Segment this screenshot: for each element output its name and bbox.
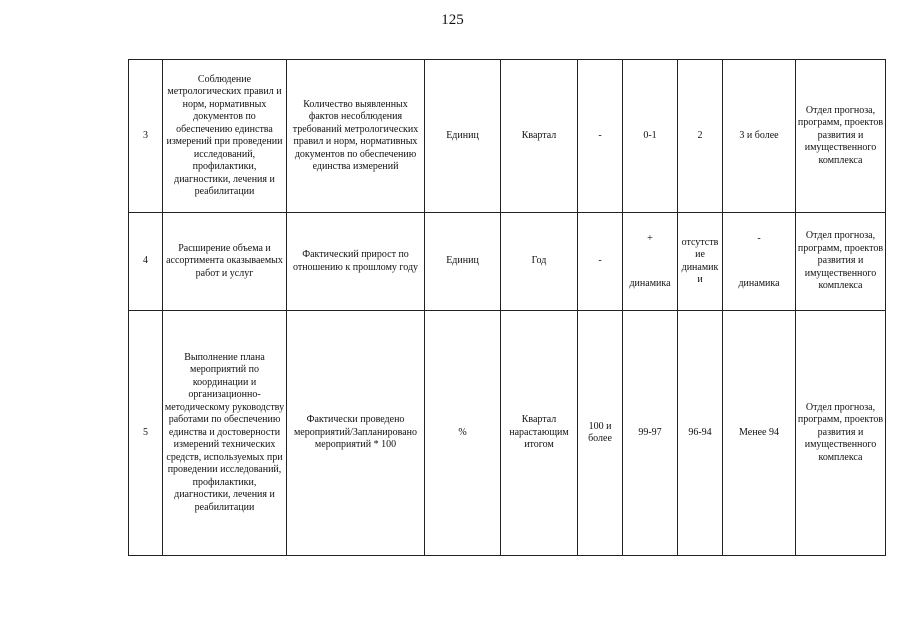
row-number: 3 (129, 60, 163, 213)
value-top: + (647, 232, 653, 244)
value-cell: Менее 94 (723, 311, 796, 556)
value-cell: 100 и более (578, 311, 623, 556)
period-cell: Год (501, 213, 578, 311)
measure-name: Выполнение плана мероприятий по координации и организационно-методическому руководству работами по обеспечению единства и достоверности измерений технических средств, используемых при проведении исследований, профилактики, диагностики, лечения и реабилитации (163, 311, 287, 556)
responsible-dept: Отдел прогноза, программ, проектов развития и имущественного комплекса (796, 213, 886, 311)
measure-name: Расширение объема и ассортимента оказываемых работ и услуг (163, 213, 287, 311)
page-number: 125 (441, 12, 464, 28)
value-cell: - (578, 60, 623, 213)
indicator-formula: Фактический прирост по отношению к прошлому году (287, 213, 425, 311)
unit-cell: % (425, 311, 501, 556)
period-cell: Квартал нарастающим итогом (501, 311, 578, 556)
table-row (129, 311, 886, 556)
responsible-dept: Отдел прогноза, программ, проектов развития и имущественного комплекса (796, 311, 886, 556)
period-cell: Квартал (501, 60, 578, 213)
row-number: 5 (129, 311, 163, 556)
value-cell: отсутствие динамики (678, 213, 723, 311)
kpi-table (128, 59, 886, 556)
row-number: 4 (129, 213, 163, 311)
value-cell: 3 и более (723, 60, 796, 213)
value-cell: - (578, 213, 623, 311)
value-cell: 0-1 (623, 60, 678, 213)
unit-cell: Единиц (425, 60, 501, 213)
responsible-dept: Отдел прогноза, программ, проектов развития и имущественного комплекса (796, 60, 886, 213)
value-cell (623, 213, 678, 311)
value-cell (723, 213, 796, 311)
value-bottom: динамика (738, 278, 780, 289)
unit-cell: Единиц (425, 213, 501, 311)
indicator-formula: Количество выявленных фактов несоблюдения требований метрологических правил и норм, нормативных документов по обеспечению единства измерений (287, 60, 425, 213)
value-cell: 96-94 (678, 311, 723, 556)
indicator-formula: Фактически проведено мероприятий/Запланировано мероприятий * 100 (287, 311, 425, 556)
value-cell: 99-97 (623, 311, 678, 556)
value-top: - (757, 232, 761, 244)
measure-name: Соблюдение метрологических правил и норм, нормативных документов по обеспечению единства измерений при проведении исследований, профилактики, диагностики, лечения и реабилитации (163, 60, 287, 213)
table-row (129, 60, 886, 213)
value-cell: 2 (678, 60, 723, 213)
table-row (129, 213, 886, 311)
value-bottom: динамика (629, 278, 671, 289)
